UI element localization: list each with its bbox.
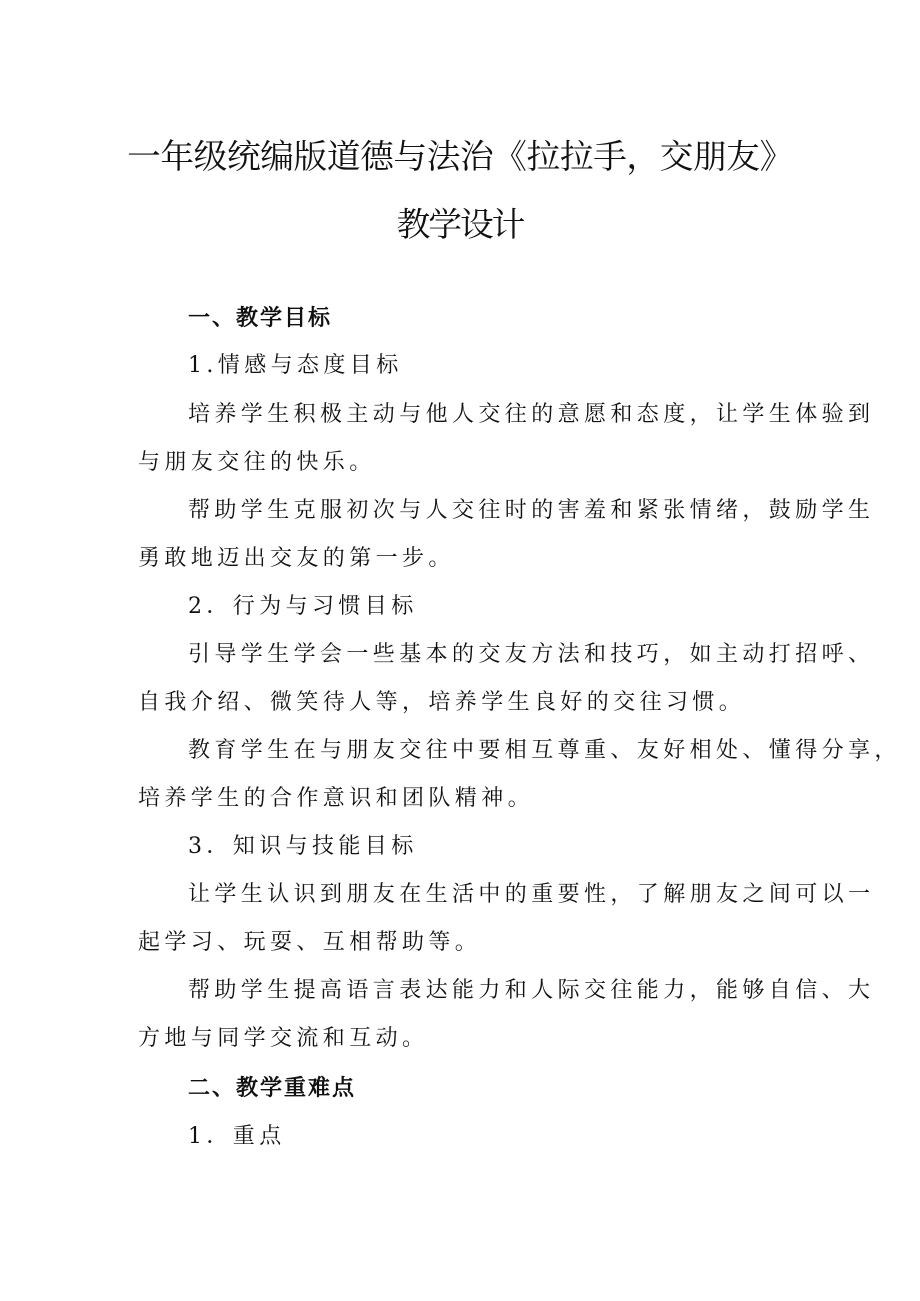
subheading-behavior-habit: 2．行为与习惯目标 [188, 594, 418, 619]
paragraph-line: 起学习、玩耍、互相帮助等。 [138, 930, 482, 955]
document-title: 一年级统编版道德与法治《拉拉手，交朋友》 [127, 137, 793, 176]
section-heading-key-difficult-points: 二、教学重难点 [188, 1076, 357, 1101]
paragraph-line: 引导学生学会一些基本的交友方法和技巧，如主动打招呼、 [188, 642, 875, 667]
paragraph-line: 自我介绍、微笑待人等，培养学生良好的交往习惯。 [138, 690, 746, 715]
paragraph-line: 培养学生积极主动与他人交往的意愿和态度，让学生体验到 [188, 402, 875, 427]
paragraph-line: 帮助学生提高语言表达能力和人际交往能力，能够自信、大 [188, 978, 875, 1003]
paragraph-line: 与朋友交往的快乐。 [138, 450, 376, 475]
paragraph-line: 方地与同学交流和互动。 [138, 1026, 429, 1051]
section-heading-teaching-goals: 一、教学目标 [188, 306, 333, 331]
paragraph-line: 勇敢地迈出交友的第一步。 [138, 546, 455, 571]
subheading-emotion-attitude: 1.情感与态度目标 [188, 353, 403, 378]
subheading-knowledge-skill: 3．知识与技能目标 [188, 834, 418, 859]
subheading-key-points: 1．重点 [188, 1124, 286, 1149]
paragraph-line: 让学生认识到朋友在生活中的重要性，了解朋友之间可以一 [188, 882, 875, 907]
paragraph-line: 教育学生在与朋友交往中要相互尊重、友好相处、懂得分享， [188, 738, 901, 763]
paragraph-line: 培养学生的合作意识和团队精神。 [138, 786, 535, 811]
document-title-line2: 教学设计 [396, 205, 524, 244]
paragraph-line: 帮助学生克服初次与人交往时的害羞和紧张情绪，鼓励学生 [188, 498, 875, 523]
